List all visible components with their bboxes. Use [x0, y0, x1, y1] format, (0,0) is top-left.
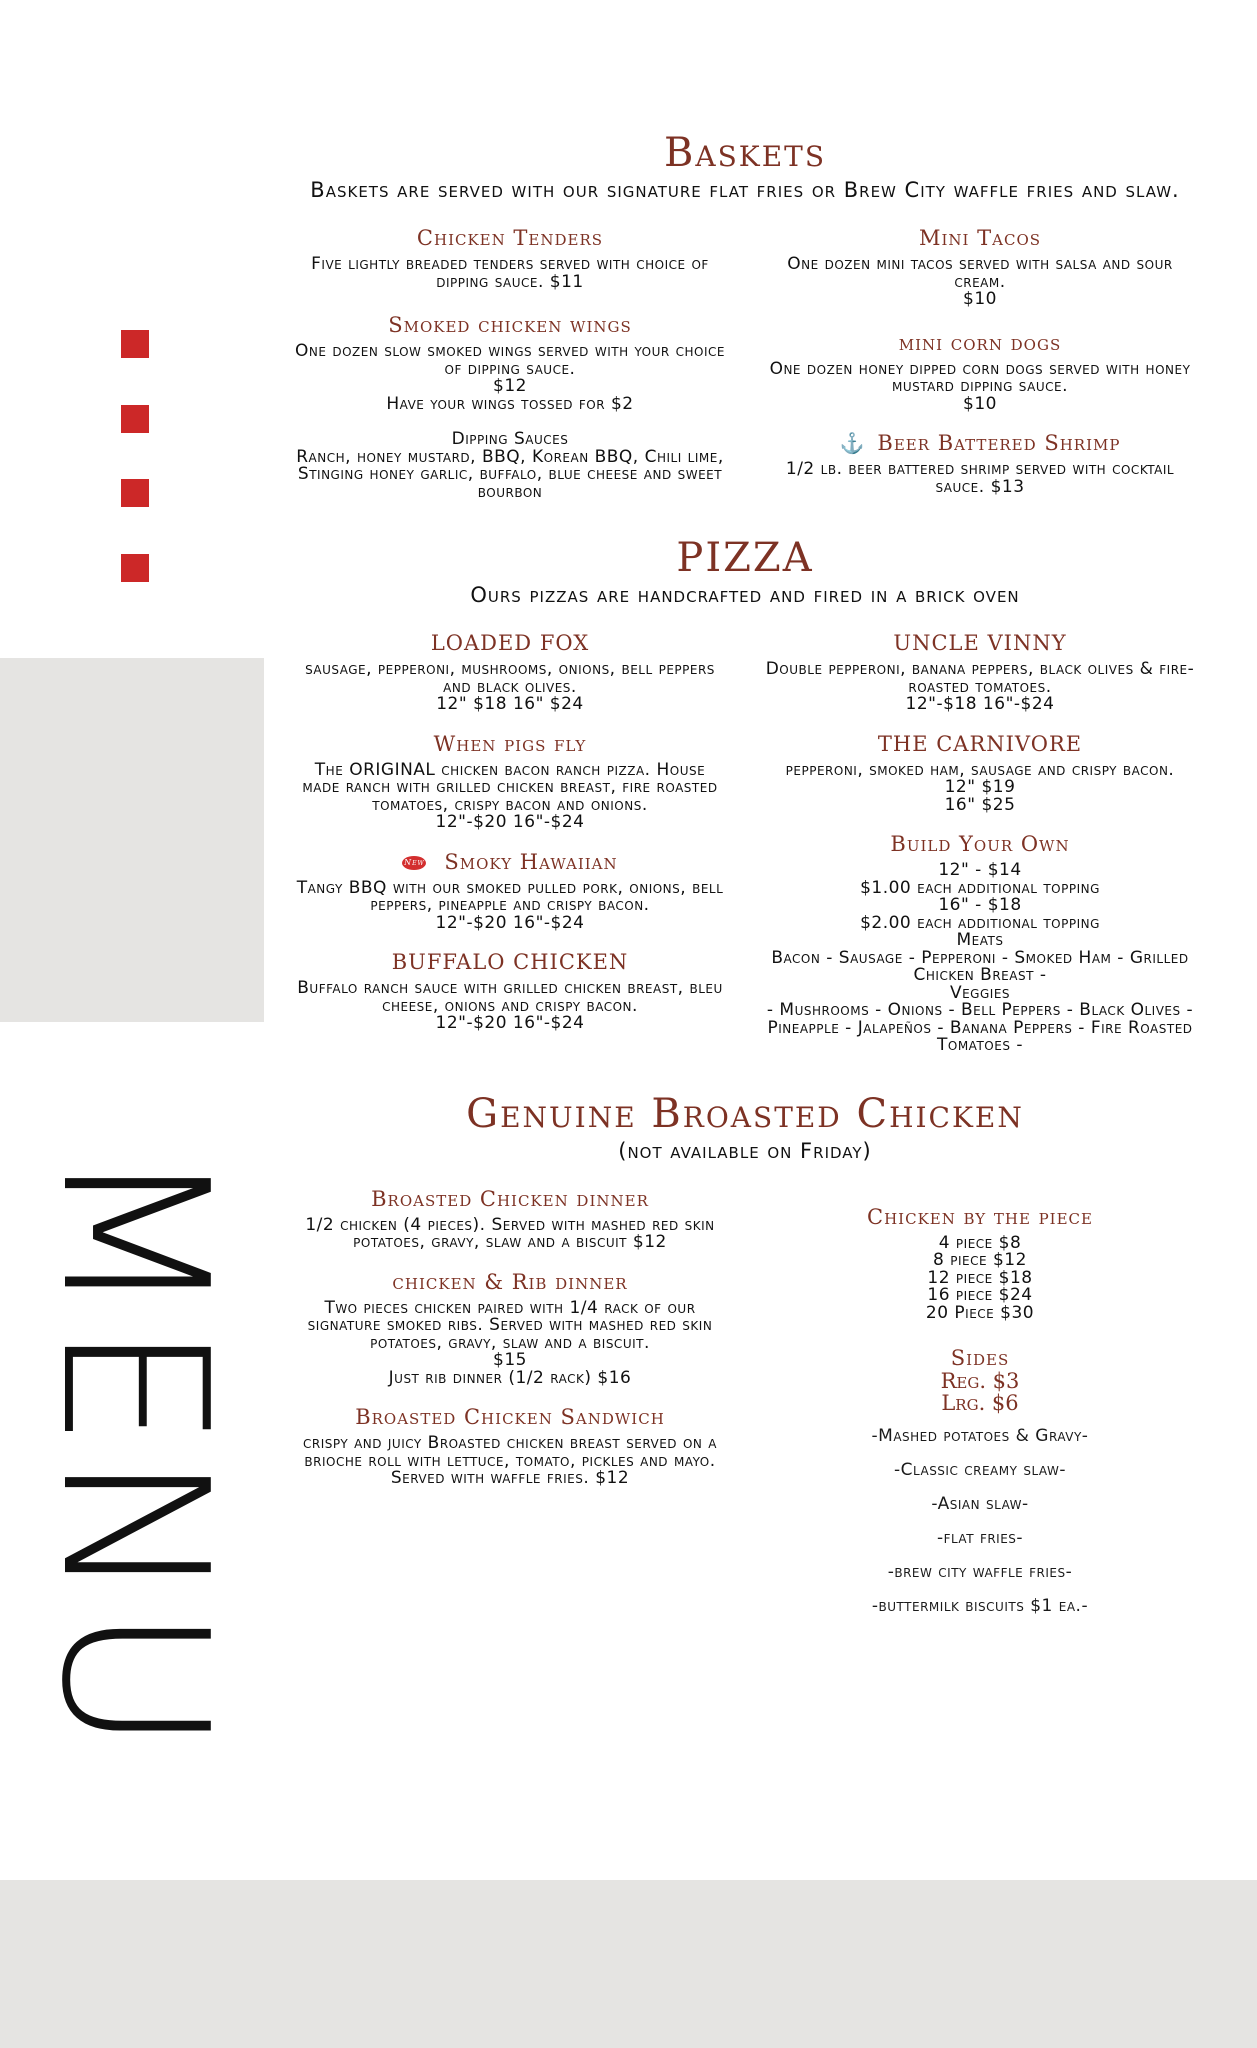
item-title: Beer Battered Shrimp	[877, 431, 1121, 455]
item-desc: crispy and juicy Broasted chicken breast served on a brioche roll with lettuce, tomato, pickles and mayo. Served with waffle fries. $12	[302, 1433, 717, 1488]
item-desc: Buffalo ranch sauce with grilled chicken breast, bleu cheese, onions and crispy bacon.	[297, 978, 723, 1016]
byo-line: $2.00 each additional topping	[860, 912, 1100, 933]
red-square	[121, 405, 149, 433]
item-price: 12" $19	[944, 777, 1016, 797]
piece-line: 20 Piece $30	[925, 1302, 1035, 1323]
item-title: THE CARNIVORE	[877, 731, 1083, 756]
chicken-title: Genuine Broasted Chicken	[466, 1090, 1024, 1137]
chicken-right-column	[765, 1175, 1195, 1631]
piece-line: 4 piece $8	[938, 1232, 1022, 1253]
byo-line: Meats	[956, 930, 1004, 950]
pizza-left-column	[295, 619, 725, 1055]
item-desc: pepperoni, smoked ham, sausage and crispy bacon.	[785, 759, 1175, 780]
item-price: 16" $25	[944, 794, 1016, 815]
pizza-right-column	[765, 619, 1195, 1055]
sides-lrg-price: Lrg. $6	[941, 1391, 1019, 1415]
byo-line: - Mushrooms - Onions - Bell Peppers - Black Olives - Pineapple - Jalapeños - Banana Peppers - Fire Roasted Tomatoes -	[766, 1000, 1194, 1055]
chicken-section	[295, 1091, 1195, 1631]
piece-line: 12 piece $18	[927, 1267, 1033, 1288]
item-price: $10	[963, 289, 997, 309]
item-extra: Just rib dinner (1/2 rack) $16	[388, 1367, 632, 1388]
baskets-left-column	[295, 214, 725, 501]
dipping-title: Dipping Sauces	[451, 429, 569, 449]
sides-list	[765, 1426, 1195, 1616]
byo-line: Bacon - Sausage - Pepperoni - Smoked Ham - Grilled Chicken Breast -	[771, 947, 1189, 985]
item-title: Smoked chicken wings	[388, 313, 632, 337]
item-title: BUFFALO CHICKEN	[391, 950, 629, 974]
pizza-title: PIZZA	[676, 535, 814, 581]
item-price: $12	[493, 376, 527, 396]
side-item: -flat fries-	[936, 1528, 1024, 1548]
new-badge-icon: New	[402, 856, 426, 870]
item-price: 12"-$20 16"-$24	[435, 812, 585, 832]
item-title: Broasted Chicken dinner	[371, 1186, 649, 1211]
menu-vertical-title: MENU	[17, 1145, 250, 1757]
item-price: 12"-$20 16"-$24	[435, 1013, 585, 1033]
item-desc: Two pieces chicken paired with 1/4 rack of our signature smoked ribs. Served with mashed red skin potatoes, gravy, slaw and a biscuit.	[307, 1297, 713, 1353]
pizza-section	[295, 535, 1195, 1055]
byo-line: Veggies	[949, 982, 1011, 1003]
baskets-right-column	[765, 214, 1195, 501]
sides-title: Sides	[950, 1346, 1010, 1370]
side-item: -Mashed potatoes & Gravy-	[871, 1426, 1089, 1446]
item-desc: Tangy BBQ with our smoked pulled pork, onions, bell peppers, pineapple and crispy bacon.	[296, 877, 724, 915]
baskets-subtitle: Baskets are served with our signature flat fries or Brew City waffle fries and slaw.	[310, 178, 1180, 202]
piece-line: 8 piece $12	[933, 1250, 1027, 1270]
item-desc: 1/2 chicken (4 pieces). Served with mashed red skin potatoes, gravy, slaw and a biscuit $12	[305, 1214, 715, 1252]
item-title: Smoky Hawaiian	[444, 849, 618, 874]
item-desc: The ORIGINAL chicken bacon ranch pizza. House made ranch with grilled chicken breast, fire roasted tomatoes, crispy bacon and onions.	[302, 759, 718, 815]
item-title-row	[295, 850, 725, 874]
item-title: LOADED FOX	[430, 631, 590, 655]
side-item: -Classic creamy slaw-	[894, 1460, 1066, 1480]
byo-line: 16" - $18	[938, 895, 1022, 915]
item-title: UNCLE VINNY	[893, 631, 1067, 655]
red-square	[121, 479, 149, 507]
item-price: 12"-$20 16"-$24	[435, 912, 585, 933]
item-desc: One dozen mini tacos served with salsa and sour cream.	[787, 254, 1173, 292]
item-title: Mini Tacos	[918, 226, 1042, 250]
item-price: $10	[963, 393, 997, 414]
item-title: chicken & Rib dinner	[392, 1269, 628, 1294]
baskets-title: Baskets	[663, 130, 826, 176]
item-price: 12"-$18 16"-$24	[905, 694, 1055, 714]
bottom-band	[0, 1880, 1257, 2048]
side-item: -Asian slaw-	[931, 1494, 1029, 1514]
byo-line: 12" - $14	[938, 860, 1022, 880]
side-item: -brew city waffle fries-	[887, 1562, 1073, 1582]
item-price: $15	[493, 1350, 527, 1370]
item-title: When pigs fly	[433, 731, 587, 756]
item-extra: Have your wings tossed for $2	[386, 393, 634, 414]
pizza-subtitle: Ours pizzas are handcrafted and fired in a brick oven	[470, 583, 1020, 607]
item-title: Chicken Tenders	[416, 226, 604, 250]
left-panel	[0, 658, 264, 1022]
red-square	[121, 330, 149, 358]
menu-content	[295, 130, 1195, 1630]
item-price: 12" $18 16" $24	[436, 694, 584, 714]
item-desc: sausage, pepperoni, mushrooms, onions, bell peppers and black olives.	[305, 659, 715, 697]
by-piece-title: Chicken by the piece	[867, 1204, 1093, 1229]
piece-line: 16 piece $24	[927, 1285, 1033, 1305]
item-desc: 1/2 lb. beer battered shrimp served with cocktail sauce. $13	[785, 459, 1175, 497]
item-title-row	[765, 431, 1195, 455]
red-square	[121, 554, 149, 582]
baskets-section	[295, 130, 1195, 501]
chicken-subtitle: (not available on Friday)	[618, 1138, 872, 1163]
item-title: Broasted Chicken Sandwich	[355, 1405, 665, 1429]
item-title: mini corn dogs	[898, 330, 1062, 355]
dipping-list: Ranch, honey mustard, BBQ, Korean BBQ, Chili lime, Stinging honey garlic, buffalo, blue cheese and sweet bourbon	[296, 446, 724, 502]
item-desc: One dozen honey dipped corn dogs served with honey mustard dipping sauce.	[769, 358, 1191, 396]
item-desc: Five lightly breaded tenders served with choice of dipping sauce. $11	[311, 254, 709, 292]
anchor-icon: ⚓	[839, 431, 866, 455]
item-desc: One dozen slow smoked wings served with your choice of dipping sauce.	[295, 341, 725, 379]
item-desc: Double pepperoni, banana peppers, black olives & fire-roasted tomatoes.	[765, 659, 1195, 697]
side-item: -buttermilk biscuits $1 ea.-	[871, 1596, 1089, 1616]
item-title: Build Your Own	[890, 832, 1070, 856]
sides-reg-price: Reg. $3	[940, 1369, 1020, 1393]
byo-line: $1.00 each additional topping	[860, 877, 1100, 898]
chicken-left-column	[295, 1175, 725, 1631]
